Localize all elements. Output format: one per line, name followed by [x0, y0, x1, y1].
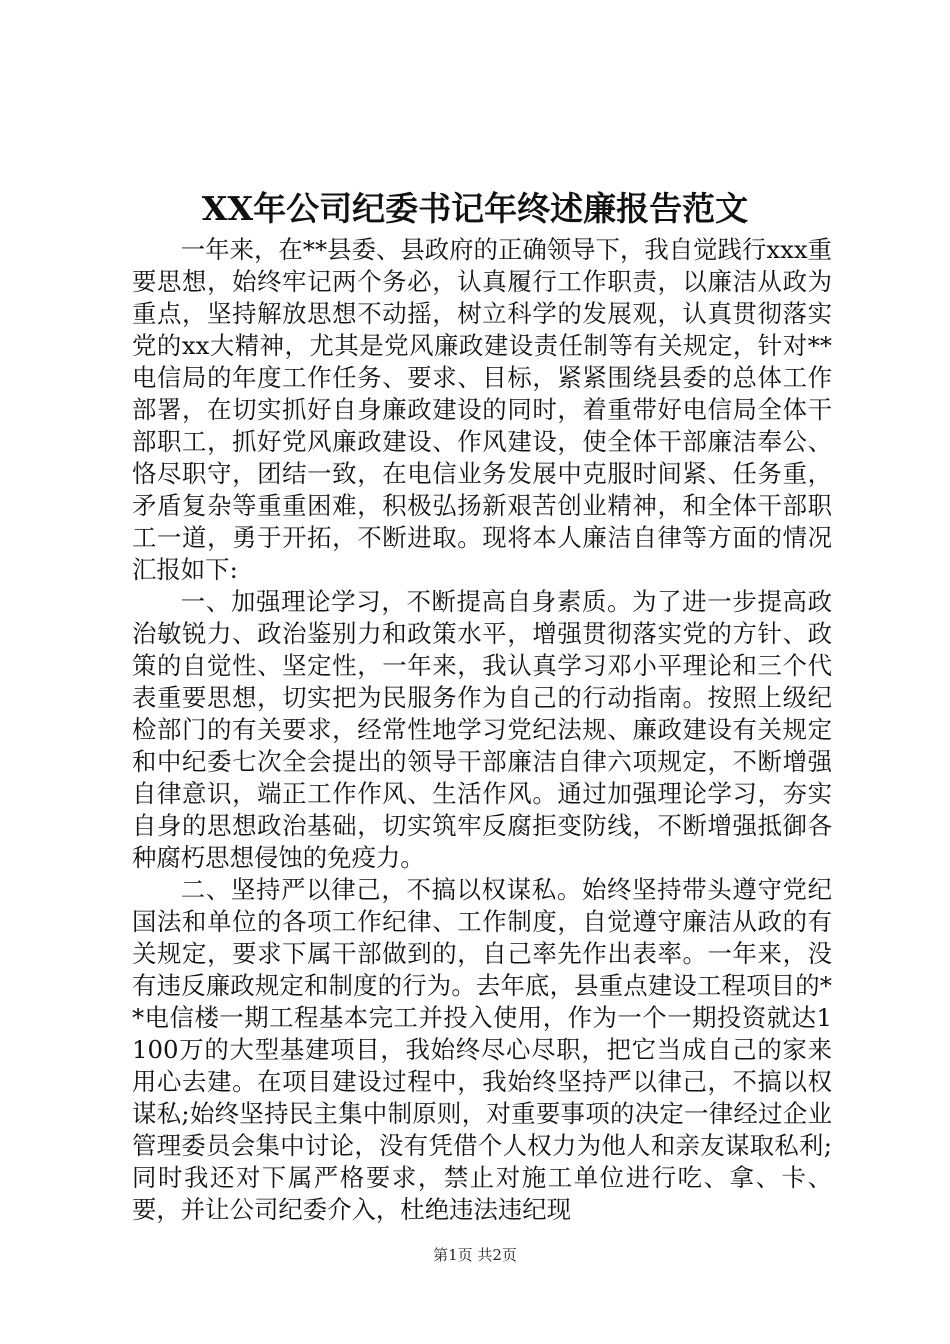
paragraph-section-2: 二、坚持严以律己，不搞以权谋私。始终坚持带头遵守党纪国法和单位的各项工作纪律、工作制度，自觉遵守廉洁从政的有关规定，要求下属干部做到的，自己率先作出表率。一年来，没有违反廉政规定和制度的行为。去年底，县重点建设工程项目的**电信楼一期工程基本完工并投入使用，作为一个一期投资就达1100万的大型基建项目，我始终尽心尽职，把它当成自己的家来用心去建。在项目建设过程中，我始终坚持严以律己，不搞以权谋私;始终坚持民主集中制原则，对重要事项的决定一律经过企业管理委员会集中讨论，没有凭借个人权力为他人和亲友谋取私利;同时我还对下属严格要求，禁止对施工单位进行吃、拿、卡、要，并让公司纪委介入，杜绝违法违纪现: [132, 875, 832, 1224]
paragraph-intro: 一年来，在**县委、县政府的正确领导下，我自觉践行xxx重要思想，始终牢记两个务必，认真履行工作职责，以廉洁从政为重点，坚持解放思想不动摇，树立科学的发展观，认真贯彻落实党的xx大精神，尤其是党风廉政建设责任制等有关规定，针对**电信局的年度工作任务、要求、目标，紧紧围绕县委的总体工作部署，在切实抓好自身廉政建设的同时，着重带好电信局全体干部职工，抓好党风廉政建设、作风建设，使全体干部廉洁奉公、恪尽职守，团结一致，在电信业务发展中克服时间紧、任务重，矛盾复杂等重重困难，积极弘扬新艰苦创业精神，和全体干部职工一道，勇于开拓，不断进取。现将本人廉洁自律等方面的情况汇报如下:: [132, 235, 832, 584]
document-body: [132, 234, 832, 1226]
document-title: XX年公司纪委书记年终述廉报告范文: [201, 189, 749, 228]
page-footer: 第1页 共2页: [433, 1246, 517, 1264]
paragraph-section-1: 一、加强理论学习，不断提高自身素质。为了进一步提高政治敏锐力、政治鉴别力和政策水平，增强贯彻落实党的方针、政策的自觉性、坚定性，一年来，我认真学习邓小平理论和三个代表重要思想，切实把为民服务作为自己的行动指南。按照上级纪检部门的有关要求，经常性地学习党纪法规、廉政建设有关规定和中纪委七次全会提出的领导干部廉洁自律六项规定，不断增强自律意识，端正工作作风、生活作风。通过加强理论学习，夯实自身的思想政治基础，切实筑牢反腐拒变防线，不断增强抵御各种腐朽思想侵蚀的免疫力。: [132, 587, 832, 872]
